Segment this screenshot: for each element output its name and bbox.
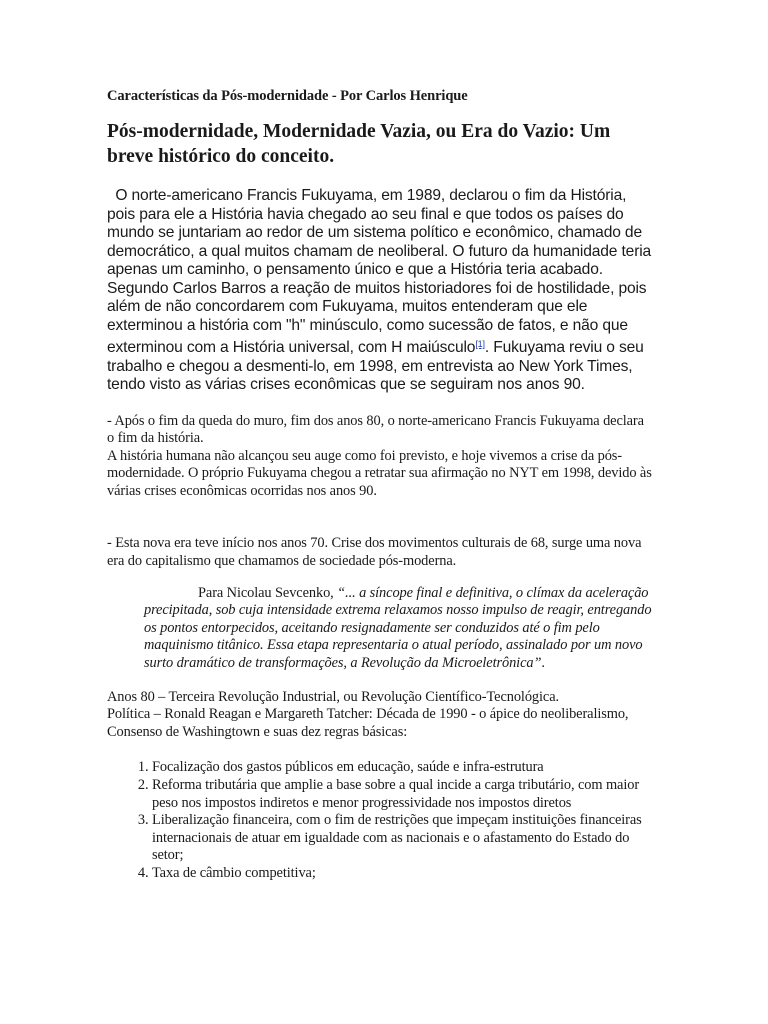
document-page — [107, 88, 652, 883]
note-paragraph-fall-of-wall: - Após o fim da queda do muro, fim dos anos 80, o norte-americano Francis Fukuyama declara o fim da história. — [107, 412, 644, 447]
quote-attribution: Para Nicolau Sevcenko, — [198, 584, 338, 601]
quote-text: “... a síncope final e definitiva, o clímax da aceleração precipitada, sob cuja intensidade extrema relaxamos nosso impulso de reagir, entregando os pontos entorpecidos, aceitando resignadamente ser conduzidos até o fim pelo maquinismo titânico. Essa etapa representaria o atual período, assinalado por um novo surto dramático de transformações, a Revolução da Microeletrônica” — [144, 584, 652, 672]
reforms-list — [107, 759, 652, 882]
intro-text-before-ref: O norte-americano Francis Fukuyama, em 1989, declarou o fim da História, pois para ele a História havia chegado ao seu final e que todos os países do mundo se juntariam ao redor de um sistema político e econômico, chamado de democrático, a qual muitos chamam de neoliberal. O futuro da humanidade teria apenas um caminho, o pensamento único e que a História teria acabado. Segundo Carlos Barros a reação de muitos historiadores foi de hostilidade, pois além de não concordarem com Fukuyama, muitos entenderam que ele exterminou a história com "h" minúsculo, como sucessão de fatos, e não que exterminou com a História universal, com H maiúsculo — [107, 187, 652, 356]
note-paragraph-new-era: - Esta nova era teve início nos anos 70. Crise dos movimentos culturais de 68, surge uma nova era do capitalismo que chamamos de sociedade pós-moderna. — [107, 535, 642, 570]
note-paragraph-postmodern-crisis: A história humana não alcançou seu auge como foi previsto, e hoje vivemos a crise da pós-modernidade. O próprio Fukuyama chegou a retratar sua afirmação no NYT em 1998, devido às várias crises econômicas ocorridas nos anos 90. — [107, 447, 652, 499]
article-title: Pós-modernidade, Modernidade Vazia, ou Era do Vazio: Um breve histórico do conceito. — [107, 121, 611, 167]
list-item: 2. Reforma tributária que amplie a base sobre a qual incide a carga tributário, com maior peso nos impostos indiretos e menor progressividade nos impostos diretos — [152, 777, 652, 812]
intro-text-after-ref: . Fukuyama reviu o seu trabalho e chegou a desmenti-lo, em 1998, em entrevista ao New York Times, tendo visto as várias crises econômicas que se seguiram nos anos 90. — [107, 339, 644, 393]
list-item: 3. Liberalização financeira, com o fim de restrições que impeçam instituições financeiras internacionais de atuar em igualdade com as nacionais e o afastamento do Estado do setor; — [152, 812, 652, 865]
quote-end: . — [541, 655, 545, 672]
context-paragraph-third-revolution: Anos 80 – Terceira Revolução Industrial, ou Revolução Científico-Tecnológica. — [107, 688, 559, 705]
intro-paragraph — [107, 187, 652, 395]
list-item: 4. Taxa de câmbio competitiva; — [152, 865, 652, 883]
context-paragraph-politics: Política – Ronald Reagan e Margareth Tatcher: Década de 1990 - o ápice do neoliberalismo, Consenso de Washingtown e suas dez regras básicas: — [107, 706, 629, 740]
list-item: 1. Focalização dos gastos públicos em educação, saúde e infra-estrutura — [152, 759, 652, 777]
document-heading: Características da Pós-modernidade - Por Carlos Henrique — [107, 88, 468, 104]
block-quote — [107, 585, 652, 673]
footnote-link[interactable]: [1] — [475, 339, 485, 349]
